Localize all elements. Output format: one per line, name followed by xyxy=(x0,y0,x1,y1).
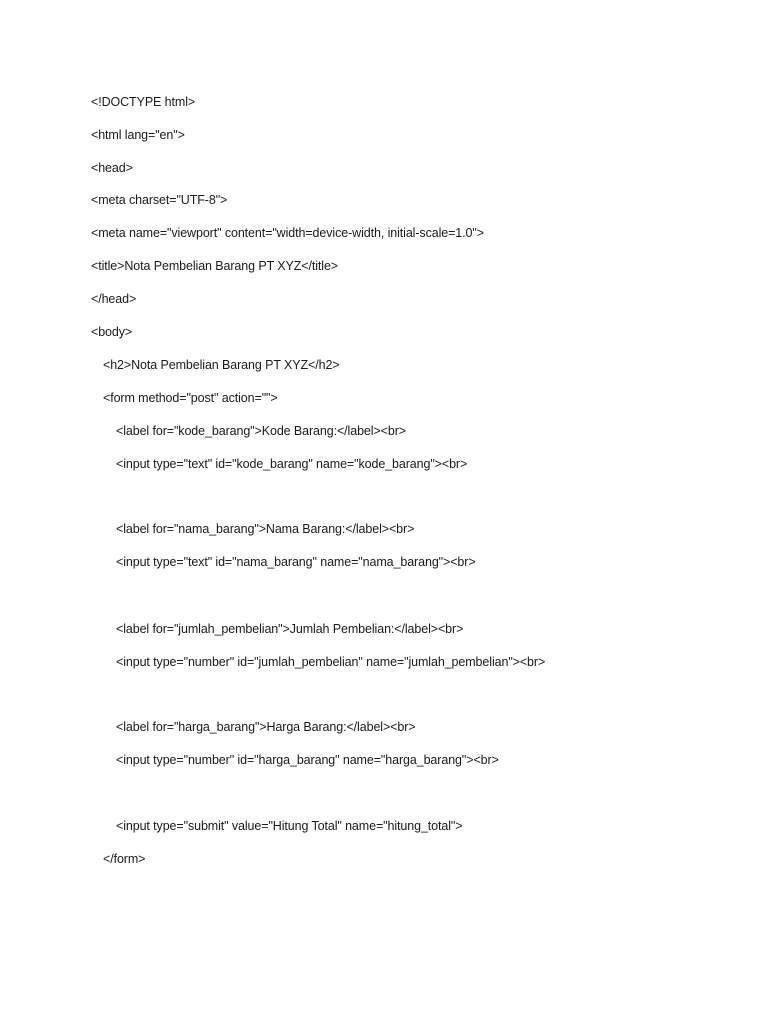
code-line-meta-charset: <meta charset="UTF-8"> xyxy=(91,193,228,207)
code-line-label-jumlah: <label for="jumlah_pembelian">Jumlah Pembelian:</label><br> xyxy=(116,622,464,636)
code-line-body-open: <body> xyxy=(91,325,133,339)
code-line-input-kode: <input type="text" id="kode_barang" name="kode_barang"><br> xyxy=(116,457,468,471)
code-line-title: <title>Nota Pembelian Barang PT XYZ</title> xyxy=(91,259,339,273)
code-line-label-nama: <label for="nama_barang">Nama Barang:</label><br> xyxy=(116,522,415,536)
code-line-label-harga: <label for="harga_barang">Harga Barang:</label><br> xyxy=(116,720,416,734)
code-line-head-open: <head> xyxy=(91,161,133,175)
code-line-form-close: </form> xyxy=(103,852,146,866)
code-line-html-open: <html lang="en"> xyxy=(91,128,185,142)
code-line-input-jumlah: <input type="number" id="jumlah_pembelian" name="jumlah_pembelian"><br> xyxy=(116,655,546,669)
code-line-doctype: <!DOCTYPE html> xyxy=(91,95,196,109)
code-line-head-close: </head> xyxy=(91,292,137,306)
code-line-input-nama: <input type="text" id="nama_barang" name="nama_barang"><br> xyxy=(116,555,476,569)
code-line-input-submit: <input type="submit" value="Hitung Total" name="hitung_total"> xyxy=(116,819,463,833)
code-line-input-harga: <input type="number" id="harga_barang" name="harga_barang"><br> xyxy=(116,753,499,767)
code-line-form-open: <form method="post" action=""> xyxy=(103,391,278,405)
code-line-label-kode: <label for="kode_barang">Kode Barang:</label><br> xyxy=(116,424,406,438)
code-line-meta-viewport: <meta name="viewport" content="width=device-width, initial-scale=1.0"> xyxy=(91,226,484,240)
code-line-h2: <h2>Nota Pembelian Barang PT XYZ</h2> xyxy=(103,358,340,372)
